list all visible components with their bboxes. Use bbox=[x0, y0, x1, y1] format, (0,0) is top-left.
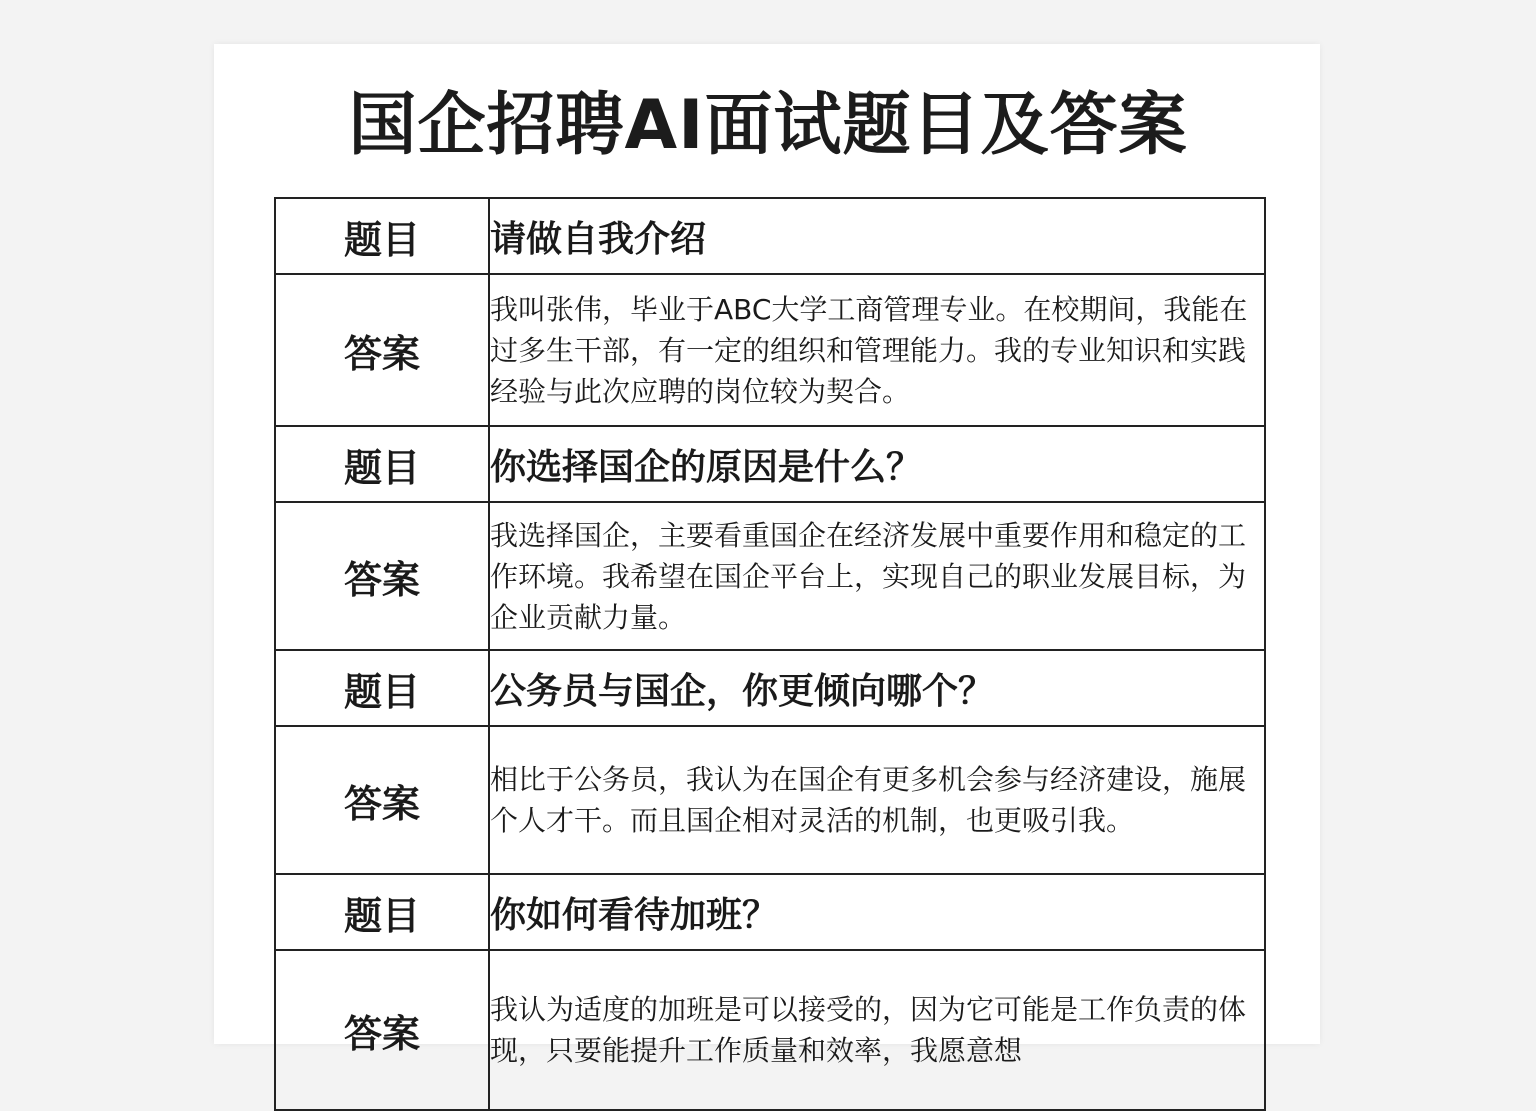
table-row bbox=[275, 502, 1265, 650]
table-row bbox=[275, 950, 1265, 1110]
table-row bbox=[275, 274, 1265, 426]
table-row bbox=[275, 650, 1265, 726]
question-label: 题目 bbox=[275, 650, 489, 726]
answer-label: 答案 bbox=[275, 274, 489, 426]
page-title: 国企招聘AI面试题目及答案 bbox=[348, 86, 1188, 165]
answer-text: 我选择国企，主要看重国企在经济发展中重要作用和稳定的工作环境。我希望在国企平台上，实现自己的职业发展目标，为企业贡献力量。 bbox=[489, 502, 1265, 650]
answer-label: 答案 bbox=[275, 950, 489, 1110]
qa-table bbox=[274, 197, 1266, 1111]
question-text: 公务员与国企，你更倾向哪个？ bbox=[489, 650, 1265, 726]
table-row bbox=[275, 726, 1265, 874]
answer-label: 答案 bbox=[275, 726, 489, 874]
answer-text: 相比于公务员，我认为在国企有更多机会参与经济建设，施展个人才干。而且国企相对灵活的机制，也更吸引我。 bbox=[489, 726, 1265, 874]
question-text: 你如何看待加班？ bbox=[489, 874, 1265, 950]
answer-text: 我叫张伟，毕业于ABC大学工商管理专业。在校期间，我能在过多生干部，有一定的组织和管理能力。我的专业知识和实践经验与此次应聘的岗位较为契合。 bbox=[489, 274, 1265, 426]
question-text: 请做自我介绍 bbox=[489, 198, 1265, 274]
answer-label: 答案 bbox=[275, 502, 489, 650]
table-row bbox=[275, 874, 1265, 950]
table-row bbox=[275, 198, 1265, 274]
question-label: 题目 bbox=[275, 874, 489, 950]
answer-text: 我认为适度的加班是可以接受的，因为它可能是工作负责的体现，只要能提升工作质量和效率，我愿意想 bbox=[489, 950, 1265, 1110]
question-text: 你选择国企的原因是什么？ bbox=[489, 426, 1265, 502]
question-label: 题目 bbox=[275, 198, 489, 274]
table-row bbox=[275, 426, 1265, 502]
question-label: 题目 bbox=[275, 426, 489, 502]
